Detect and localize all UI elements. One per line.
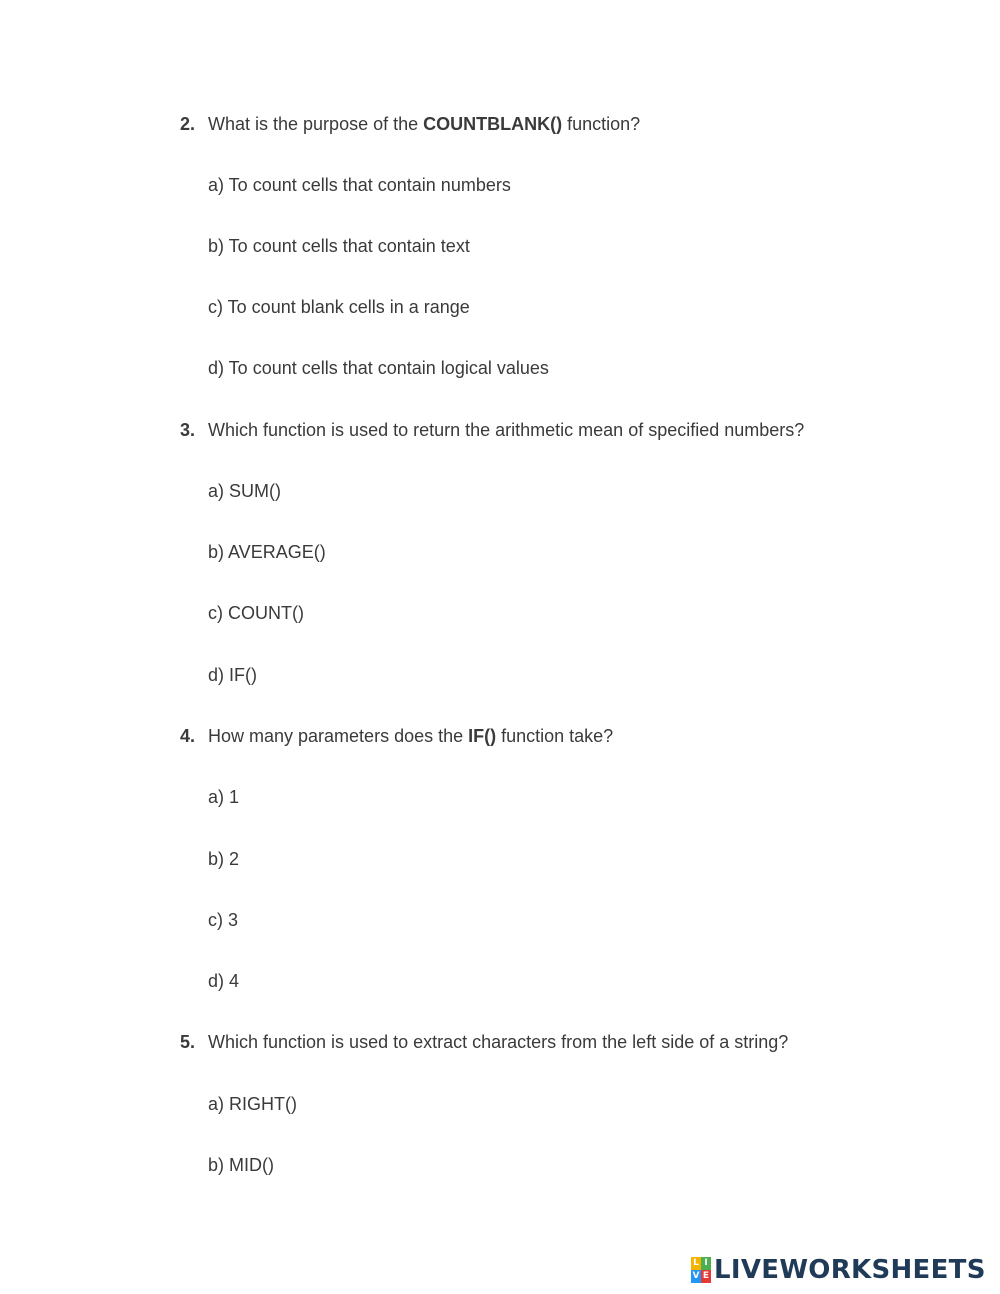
option-5b[interactable]: b) MID() (208, 1155, 274, 1175)
option-3d[interactable]: d) IF() (208, 665, 257, 685)
option-2b[interactable]: b) To count cells that contain text (208, 236, 470, 256)
option-4c[interactable]: c) 3 (208, 910, 239, 930)
option-3b[interactable]: b) AVERAGE() (208, 542, 326, 562)
question-number: 4. (180, 726, 196, 746)
live-mark-icon: L I V E (692, 1258, 710, 1281)
option-2a[interactable]: a) To count cells that contain numbers (208, 175, 511, 195)
function-name: COUNTBLANK() (423, 114, 563, 134)
option-4b[interactable]: b) 2 (208, 849, 240, 869)
function-name: IF() (468, 726, 497, 746)
question-text: How many parameters does the IF() function take? (208, 726, 614, 746)
logo-text: LIVEWORKSHEETS (714, 1255, 986, 1285)
question-text: Which function is used to return the arithmetic mean of specified numbers? (208, 420, 805, 440)
question-number: 5. (180, 1032, 196, 1052)
question-number: 2. (180, 114, 196, 134)
question-text: Which function is used to extract characters from the left side of a string? (208, 1032, 789, 1052)
question-number: 3. (180, 420, 196, 440)
option-2c[interactable]: c) To count blank cells in a range (208, 297, 470, 317)
option-5a[interactable]: a) RIGHT() (208, 1094, 297, 1114)
liveworksheets-logo (691, 1255, 986, 1285)
option-2d[interactable]: d) To count cells that contain logical values (208, 358, 549, 378)
option-3c[interactable]: c) COUNT() (208, 603, 304, 623)
question-text: What is the purpose of the COUNTBLANK() function? (208, 114, 641, 134)
option-3a[interactable]: a) SUM() (208, 481, 281, 501)
option-4a[interactable]: a) 1 (208, 787, 240, 807)
option-4d[interactable]: d) 4 (208, 971, 240, 991)
